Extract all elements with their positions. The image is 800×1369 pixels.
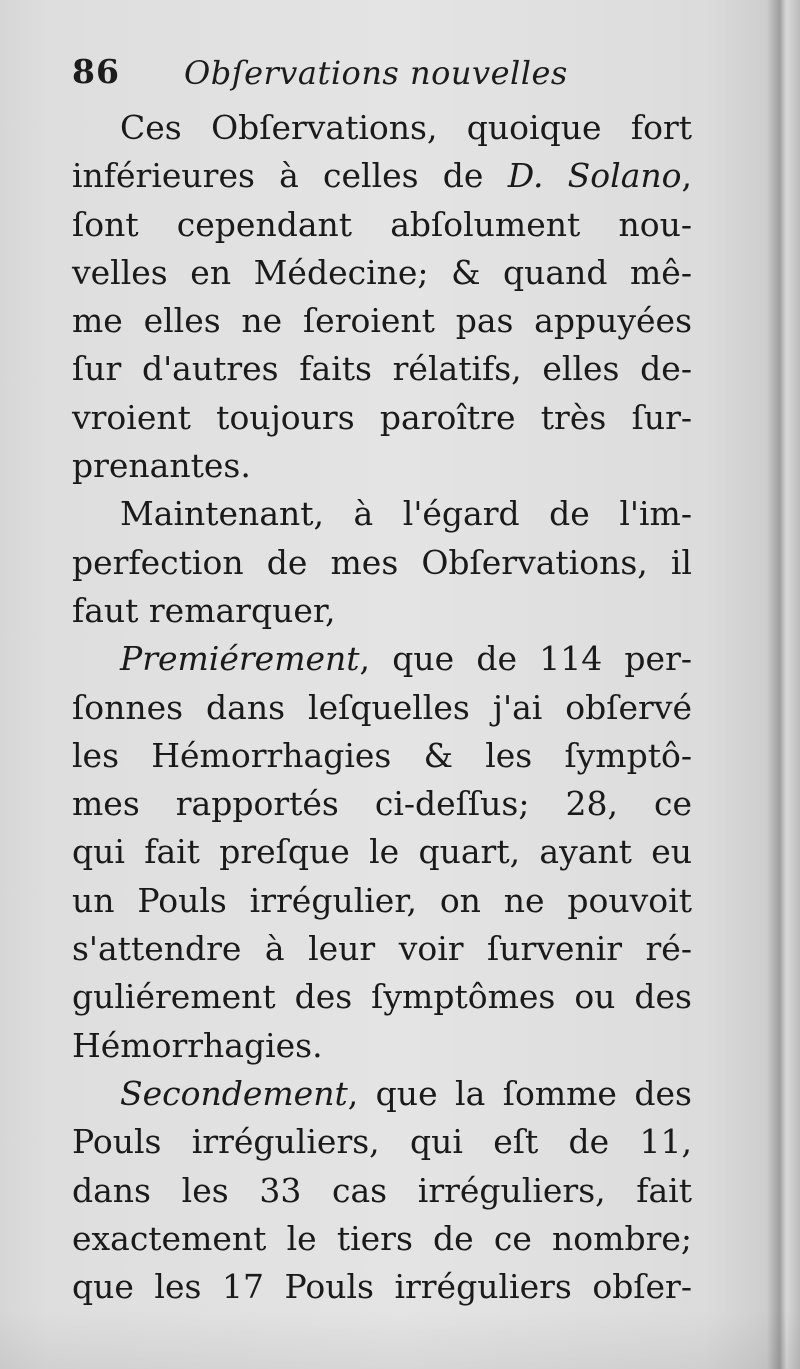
line-text: , que de 114 per-	[359, 639, 692, 679]
line-text: ſur d'autres faits rélatifs, elles de-	[72, 349, 692, 389]
text-line	[72, 345, 692, 393]
line-text: un Pouls irrégulier, on ne pouvoit	[72, 880, 692, 920]
line-text: prenantes.	[72, 446, 251, 486]
line-text: Hémorrhagies.	[72, 1025, 323, 1065]
line-text: dans les 33 cas irréguliers, fait	[72, 1170, 692, 1210]
line-text: me elles ne ſeroient pas appuyées	[72, 301, 692, 341]
text-line	[72, 1167, 692, 1215]
text-line	[72, 394, 692, 442]
line-text: s'attendre à leur voir ſurvenir ré-	[72, 929, 692, 969]
page-header	[72, 52, 692, 102]
line-text: qui fait preſque le quart, ayant eu	[72, 832, 692, 872]
text-line	[72, 490, 692, 538]
line-text: faut remarquer,	[72, 590, 336, 630]
page-number: 86	[72, 52, 120, 91]
line-text: Pouls irréguliers, qui eſt de 11,	[72, 1122, 692, 1162]
text-line	[72, 684, 692, 732]
line-text: mes rapportés ci-deſſus; 28, ce	[72, 784, 692, 824]
text-line	[72, 1263, 692, 1311]
line-text: perfection de mes Obſervations, il	[72, 542, 692, 582]
text-line	[72, 1070, 692, 1118]
text-line	[72, 539, 692, 587]
running-title: Obſervations nouvelles	[184, 54, 568, 92]
line-text: velles en Médecine; & quand mê-	[72, 252, 692, 292]
italic-lead-word: Premiérement	[120, 639, 360, 679]
text-line	[72, 1022, 692, 1070]
text-line	[72, 442, 692, 490]
text-line	[72, 152, 692, 200]
line-text: , que la ſomme des	[347, 1073, 692, 1113]
line-text: guliérement des ſymptômes ou des	[72, 977, 692, 1017]
text-line	[72, 1215, 692, 1263]
line-text: exactement le tiers de ce nombre;	[72, 1218, 692, 1258]
body-text	[72, 104, 692, 1311]
line-text: les Hémorrhagies & les ſymptô-	[72, 735, 692, 775]
line-text: Ces Obſervations, quoique fort	[120, 108, 692, 147]
text-line	[72, 732, 692, 780]
text-line	[72, 297, 692, 345]
page-edge	[766, 0, 800, 1369]
text-line	[72, 828, 692, 876]
text-line	[72, 635, 692, 683]
line-text: que les 17 Pouls irréguliers obſer-	[72, 1267, 692, 1307]
text-line	[72, 780, 692, 828]
line-text: Maintenant, à l'égard de l'im-	[120, 494, 692, 534]
text-line	[72, 973, 692, 1021]
text-line	[72, 877, 692, 925]
line-text: ſont cependant abſolument nou-	[72, 204, 692, 244]
text-line	[72, 1118, 692, 1166]
line-text: inférieures à celles de D. Solano,	[72, 156, 692, 196]
line-text: ſonnes dans leſquelles j'ai obſervé	[72, 687, 692, 727]
text-line	[72, 587, 692, 635]
text-line	[72, 201, 692, 249]
text-line	[72, 104, 692, 152]
text-line	[72, 249, 692, 297]
page-shadow	[0, 1309, 800, 1369]
text-line	[72, 925, 692, 973]
line-text: vroient toujours paroître très ſur-	[72, 397, 692, 437]
italic-lead-word: Secondement	[120, 1073, 348, 1113]
